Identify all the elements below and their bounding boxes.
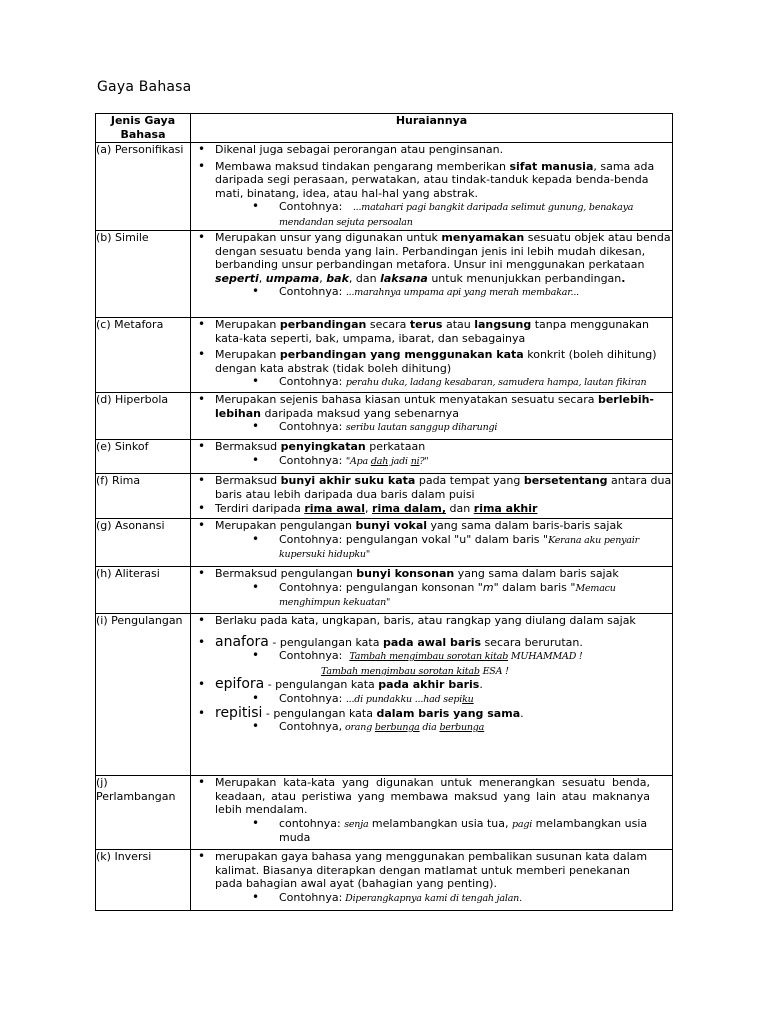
row-type: (g) Asonansi [96, 519, 191, 567]
example-item [191, 817, 672, 845]
example-text [346, 694, 474, 705]
bullet-text: - pengulangan kata [264, 678, 379, 692]
bullet-text: yang sama dalam baris sajak [454, 567, 619, 580]
example-item [191, 285, 672, 300]
example-item [191, 891, 672, 906]
example-text: Kerana aku penyair kupersuki hidupku" [279, 534, 639, 561]
example-text: " dalam baris " [493, 580, 576, 594]
bullet-text: Merupakan pengulangan [215, 519, 356, 532]
bullet-text: Merupakan [215, 318, 280, 331]
term-repitisi: repitisi [215, 704, 263, 721]
example-label: Contohnya: [279, 580, 343, 594]
table-row [96, 318, 673, 393]
bold-term: perbandingan [279, 318, 367, 331]
table-row [96, 519, 673, 567]
bold-term: perbandingan yang menggunakan kata [279, 348, 524, 362]
row-type: (j) Perlambangan [96, 776, 191, 850]
bullet-text: Merupakan [215, 348, 280, 362]
bold-term: terus [409, 318, 443, 331]
bold-term: dalam baris yang sama [376, 706, 521, 720]
bold-term: rima dalam, [372, 502, 447, 516]
bold-term: berlebih-lebihan [215, 393, 654, 420]
example-text: orang [342, 722, 375, 734]
row-type: (d) Hiperbola [96, 393, 191, 440]
example-label: contohnya: [279, 816, 341, 830]
example-word: Apa [350, 455, 369, 467]
bold-term: penyingkatan [280, 440, 366, 453]
example-letter: m [482, 580, 494, 594]
row-type: (f) Rima [96, 474, 191, 519]
bullet-item [191, 318, 672, 345]
bullet-text: untuk menunjukkan perbandingan [427, 271, 622, 285]
example-text: melambangkan usia tua, [368, 816, 513, 830]
bold-term: bak [326, 271, 349, 285]
example-text: ...had sepi [411, 693, 463, 705]
bold-term: sifat manusia [509, 159, 594, 173]
bullet-text: daripada maksud yang sebenarnya [260, 406, 459, 420]
table-row [96, 474, 673, 519]
bullet-text: yang sama dalam baris-baris sajak [427, 519, 623, 532]
bullet-item [191, 440, 672, 454]
example-text: seribu lautan sanggup diharungi [345, 422, 498, 434]
example-label: Contohnya: [279, 453, 343, 467]
bullet-item [191, 160, 672, 201]
bold-term: bunyi vokal [355, 519, 428, 532]
bullet-item [191, 567, 672, 581]
example-item [191, 375, 672, 390]
header-huraian: Huraiannya [191, 114, 673, 143]
example-label: Contohnya: [279, 649, 343, 663]
example-text: Memacu menghimpun kekuatan" [279, 582, 616, 609]
example-text: ESA ! [479, 665, 509, 677]
example-word: senja [344, 818, 369, 830]
example-text: melambangkan usia muda [279, 816, 648, 845]
row-description [191, 776, 673, 850]
example-text [342, 722, 484, 733]
example-item [191, 454, 672, 469]
example-label: Contohnya: [279, 285, 343, 299]
bold-term: bersetentang [523, 474, 608, 487]
gaya-bahasa-table [95, 113, 673, 911]
example-underlined: berbunga [439, 722, 485, 734]
quote-mark: " [345, 455, 350, 467]
bullet-text: secara berurutan. [481, 635, 583, 649]
example-item [191, 720, 672, 735]
bullet-text: Merupakan kata-kata yang digunakan untuk menerangkan sesuatu benda, keadaan, atau peristiwa yang membawa maksud yang lain atau maknanya lebih mendalam. [215, 776, 650, 817]
example-text [349, 651, 582, 662]
example-label: Contohnya, [279, 720, 343, 734]
example-text: dia [419, 722, 440, 734]
bullet-text: - pengulangan kata [268, 635, 383, 649]
table-row [96, 614, 673, 776]
header-jenis: Jenis Gaya Bahasa [96, 114, 191, 143]
bullet-item: • repitisi - pengulangan kata dalam baris yang sama. [191, 707, 672, 721]
example-item [191, 581, 672, 610]
example-underlined: berbunga [374, 722, 420, 734]
bold-term: seperti [215, 271, 259, 285]
row-description [191, 440, 673, 474]
example-label: Contohnya: [279, 890, 343, 904]
example-item [191, 200, 672, 229]
bullet-item [191, 614, 672, 628]
bullet-text: Merupakan sejenis bahasa kiasan untuk menyatakan sesuatu secara [215, 393, 598, 406]
separator: , [365, 502, 373, 516]
bullet-item [191, 474, 672, 501]
bullet-item [191, 393, 672, 420]
quote-mark: ?" [419, 455, 429, 467]
bullet-text: Merupakan unsur yang digunakan untuk [215, 231, 442, 244]
table-row [96, 776, 673, 850]
table-row [96, 850, 673, 911]
bullet-item [191, 633, 672, 650]
example-word: pagi [512, 818, 533, 830]
bullet-item [191, 519, 672, 533]
bold-term: laksana [380, 271, 428, 285]
example-underlined: Tambah mengimbau sorotan kitab [349, 651, 509, 663]
table-row [96, 567, 673, 614]
bullet-text: secara [366, 318, 410, 331]
bullet-item: • epifora - pengulangan kata pada akhir baris. [191, 678, 672, 692]
example-text: ...matahari pagi bangkit daripada selimut gunung, benakaya mendandan sejuta persoalan [279, 202, 634, 228]
bullet-text: pada tempat yang [415, 474, 524, 487]
table-row [96, 440, 673, 474]
bullet-text: konkrit (boleh dihitung) dengan kata abstrak (tidak boleh dihitung) [215, 348, 657, 375]
example-word: ni [410, 455, 420, 467]
bullet-text: Berlaku pada kata, ungkapan, baris, atau rangkap yang diulang dalam sajak [215, 614, 636, 627]
example-item [191, 692, 672, 707]
bullet-text: - pengulangan kata [262, 706, 377, 720]
row-type: (a) Personifikasi [96, 143, 191, 231]
row-type: (h) Aliterasi [96, 567, 191, 614]
bold-term: pada akhir baris [378, 678, 480, 692]
bullet-text: Dikenal juga sebagai perorangan atau penginsanan. [215, 143, 504, 156]
example-text: MUHAMMAD ! [508, 651, 583, 663]
example-item [191, 420, 672, 435]
bullet-item [191, 143, 672, 157]
bold-term: umpama [265, 271, 320, 285]
bullet-item [191, 776, 672, 817]
separator: dan [446, 502, 474, 516]
bullet-item [191, 502, 672, 516]
bullet-text: tanpa menggunakan kata-kata seperti, bak, umpama, ibarat, dan sebagainya [215, 318, 649, 345]
bold-term: rima awal [304, 502, 366, 516]
bullet-text: Terdiri daripada [215, 502, 305, 516]
bold-term: pada awal baris [382, 635, 482, 649]
bold-term: bunyi akhir suku kata [280, 474, 416, 487]
example-text: perahu duka, ladang kesabaran, samudera hampa, lautan fikiran [345, 377, 647, 389]
row-description [191, 567, 673, 614]
bullet-text: , sama ada daripada segi perasaan, perwatakan, atau tindak-tanduk kepada benda-benda mati, binatang, idea, atau hal-hal yang abstrak. [215, 159, 655, 200]
row-type: (i) Pengulangan [96, 614, 191, 776]
document-title: Gaya Bahasa [97, 79, 192, 95]
bullet-item [191, 348, 672, 375]
example-text [346, 456, 429, 467]
example-label: Contohnya: [279, 532, 343, 546]
bullet-text: antara dua baris atau lebih daripada dua baris dalam puisi [215, 474, 672, 501]
example-text: ...marahnya umpama api yang merah membakar... [345, 287, 580, 299]
term-epifora: epifora [215, 676, 265, 693]
row-type: (c) Metafora [96, 318, 191, 393]
example-word: dah [370, 455, 389, 467]
bold-term: rima akhir [473, 502, 538, 516]
bullet-text: Bermaksud pengulangan [215, 567, 357, 580]
row-description [191, 143, 673, 231]
example-item [191, 533, 672, 562]
bullet-text: Bermaksud [215, 440, 281, 453]
row-type: (e) Sinkof [96, 440, 191, 474]
bold-term: langsung [474, 318, 532, 331]
example-label: Contohnya: [279, 691, 343, 705]
example-item [191, 649, 672, 664]
example-text: Diperangkapnya kami di tengah jalan. [342, 892, 522, 904]
table-row [96, 143, 673, 231]
row-type: (k) Inversi [96, 850, 191, 911]
example-label: Contohnya: [279, 375, 343, 389]
example-text: pengulangan vokal "u" dalam baris " [342, 532, 549, 546]
example-text: ...di pundakku [345, 693, 412, 705]
row-type: (b) Simile [96, 231, 191, 318]
example-text: pengulangan konsonan " [342, 580, 483, 594]
row-description [191, 474, 673, 519]
table-row [96, 231, 673, 318]
example-label: Contohnya: [279, 200, 343, 214]
bullet-text: perkataan [365, 440, 426, 453]
bullet-text: Membawa maksud tindakan pengarang memberikan [215, 159, 510, 173]
example-word: jadi [390, 455, 408, 467]
row-description [191, 850, 673, 911]
bullet-item [191, 850, 672, 891]
table-row [96, 393, 673, 440]
row-description [191, 393, 673, 440]
row-description [191, 614, 673, 776]
bullet-text: Bermaksud [215, 474, 281, 487]
term-anafora: anafora [215, 633, 269, 650]
bullet-text: merupakan gaya bahasa yang menggunakan pembalikan susunan kata dalam kalimat. Biasanya diterapkan dengan matlamat untuk memberi penekanan pada bahagian awal ayat (bahagian yang penting). [215, 850, 648, 891]
bullet-item: • Merupakan unsur yang digunakan untuk menyamakan sesuatu objek atau benda dengan sesuatu benda yang lain. Perbandingan jenis ini lebih mudah dikesan, berbanding unsur perbandingan metafora. Unsur ini menggunakan perkataan seperti, umpama, bak, dan laksana untuk menunjukkan perbandingan. [191, 231, 672, 285]
example-text [321, 666, 509, 677]
example-label: Contohnya: [279, 420, 343, 434]
bold-term: menyamakan [441, 231, 525, 244]
row-description [191, 231, 673, 318]
table-header-row [96, 114, 673, 143]
bullet-text: atau [442, 318, 475, 331]
example-underlined: Tambah mengimbau sorotan kitab [321, 665, 480, 677]
example-underlined: ku [462, 693, 474, 705]
bold-term: bunyi konsonan [356, 567, 455, 580]
row-description [191, 519, 673, 567]
row-description [191, 318, 673, 393]
bullet-text: sesuatu objek atau benda dengan sesuatu benda yang lain. Perbandingan jenis ini lebih mudah dikesan, berbanding unsur perbandingan metafora. Unsur ini menggunakan perkataan [215, 231, 671, 272]
